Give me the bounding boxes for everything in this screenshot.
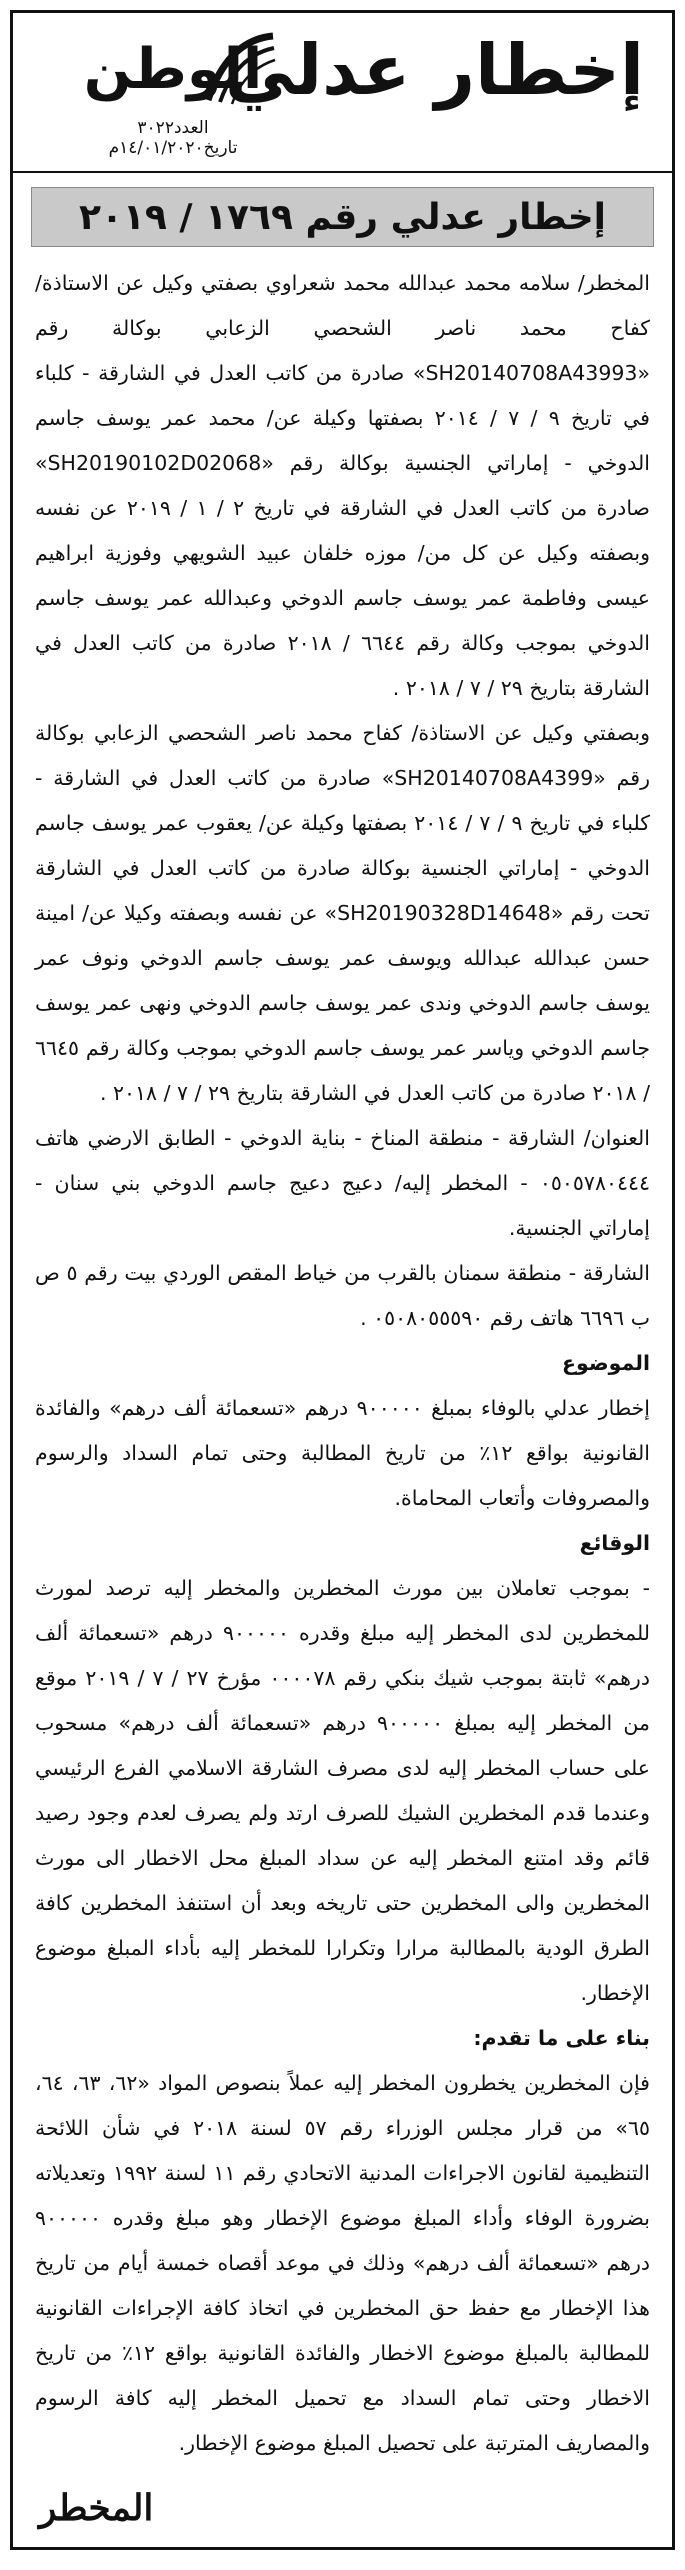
paragraph-facts: - بموجب تعاملان بين مورث المخطرين والمخطر إليه ترصد لمورث للمخطرين لدى المخطر إليه مبلغ وقدره ٩٠٠٠٠٠ درهم «تسعمائة ألف درهم» ثابتة بموجب شيك بنكي رقم ٠٠٠٠٧٨ مؤرخ ٢٧ / ٧ / ٢٠١٩ موقع من المخطر إليه بمبلغ ٩٠٠٠٠٠ درهم «تسعمائة ألف درهم» مسحوب على حساب المخطر إليه لدى مصرف الشارقة الاسلامي الفرع الرئيسي وعندما قدم المخطرين الشيك للصرف ارتد ولم يصرف لعدم وجود رصيد قائم وقد امتنع المخطر إليه عن سداد المبلغ محل الاخطار الى مورث المخطرين والى المخطرين حتى تاريخه وبعد أن استنفذ المخطرين كافة الطرق الودية بالمطالبة مرارا وتكرارا للمخطر إليه بأداء المبلغ موضوع الإخطار. [35,1576,650,2005]
legal-notice-page [10,10,675,2550]
notice-body [13,247,672,2466]
newspaper-logo [73,38,273,156]
heading-subject: الموضوع [562,1351,650,1375]
paragraph-subject: إخطار عدلي بالوفاء بمبلغ ٩٠٠٠٠٠ درهم «تسعمائة ألف درهم» والفائدة القانونية بواقع ١٢٪ من تاريخ المطالبة وحتى تمام السداد والرسوم والمصروفات وأتعاب المحاماة. [35,1396,651,1510]
notice-title-bar [31,187,654,247]
heading-facts: الوقائع [579,1531,650,1555]
page-header [13,13,672,173]
issue-date-line: العدد٣٠٢٢ تاريخ١٤/٠١/٢٠٢٠م [108,118,238,158]
heading-therefore: بناء على ما تقدم: [473,2026,650,2050]
paragraph-demand: فإن المخطرين يخطرون المخطر إليه عملاً بنصوص المواد «٦٢، ٦٣، ٦٤، ٦٥» من قرار مجلس الوزراء رقم ٥٧ لسنة ٢٠١٨ في شأن اللائحة التنظيمية لقانون الاجراءات المدنية الاتحادي رقم ١١ لسنة ١٩٩٢ وتعديلاته بضرورة الوفاء وأداء المبلغ موضوع الإخطار وهو مبلغ وقدره ٩٠٠٠٠٠ درهم «تسعمائة ألف درهم» وذلك في موعد أقصاه خمسة أيام من تاريخ هذا الإخطار مع حفظ حق المخطرين في اتخاذ كافة الإجراءات القانونية للمطالبة بالمبلغ موضوع الاخطار والفائدة القانونية بواقع ١٢٪ من تاريخ الاخطار وحتى تمام السداد مع تحميل المخطر إليه كافة الرسوم والمصاريف المترتبة على تحصيل المبلغ موضوع الإخطار. [35,2071,651,2455]
logo-wordmark: الوطن [83,37,263,102]
signature-notifier: المخطر [39,2487,154,2529]
paragraph-second-agency: وبصفتي وكيل عن الاستاذة/ كفاح محمد ناصر الشحصي الزعابي بوكالة رقم «SH20140708A4399» صادرة من كاتب العدل في الشارقة - كلباء في تاريخ ٩ / ٧ / ٢٠١٤ بصفتها وكيلة عن/ يعقوب عمر يوسف جاسم الدوخي - إماراتي الجنسية بوكالة صادرة من كاتب العدل في الشارقة تحت رقم «SH20190328D14648» عن نفسه وبصفته وكيلا عن/ امينة حسن عبدالله عبدالله ويوسف عمر يوسف جاسم الدوخي ونوف عمر يوسف جاسم الدوخي وندى عمر يوسف جاسم الدوخي ونهى عمر يوسف جاسم الدوخي وياسر عمر يوسف جاسم الدوخي بموجب وكالة رقم ٦٦٤٥ / ٢٠١٨ صادرة من كاتب العدل في الشارقة بتاريخ ٢٩ / ٧ / ٢٠١٨ . [35,721,650,1105]
main-title: إخطار عدلي [225,29,644,111]
paragraph-address: العنوان/ الشارقة - منطقة المناخ - بناية الدوخي - الطابق الارضي هاتف ٠٥٠٥٧٨٠٤٤٤ - المخطر إليه/ دعيج دعيج جاسم الدوخي بني سنان - إماراتي الجنسية. [35,1126,650,1240]
paragraph-claimants: المخطر/ سلامه محمد عبدالله محمد شعراوي بصفتي وكيل عن الاستاذة/ كفاح محمد ناصر الشحصي الزعابي بوكالة رقم «SH20140708A43993» صادرة من كاتب العدل في الشارقة - كلباء في تاريخ ٩ / ٧ / ٢٠١٤ بصفتها وكيلة عن/ محمد عمر يوسف جاسم الدوخي - إماراتي الجنسية بوكالة رقم «SH20190102D02068» صادرة من كاتب العدل في الشارقة في تاريخ ٢ / ١ / ٢٠١٩ عن نفسه وبصفته وكيل عن كل من/ موزه خلفان عبيد الشويهي وفوزية ابراهيم عيسى وفاطمة عمر يوسف جاسم الدوخي وعبدالله عمر يوسف جاسم الدوخي بموجب وكالة رقم ٦٦٤٤ / ٢٠١٨ صادرة من كاتب العدل في الشارقة بتاريخ ٢٩ / ٧ / ٢٠١٨ . [35,271,650,700]
paragraph-recipient-address: الشارقة - منطقة سمنان بالقرب من خياط المقص الوردي بيت رقم ٥ ص ب ٦٦٩٦ هاتف رقم ٠٥٠٨٠٥٥٥٩٠ . [35,1261,650,1330]
notice-title: إخطار عدلي رقم ١٧٦٩ / ٢٠١٩ [78,196,607,238]
